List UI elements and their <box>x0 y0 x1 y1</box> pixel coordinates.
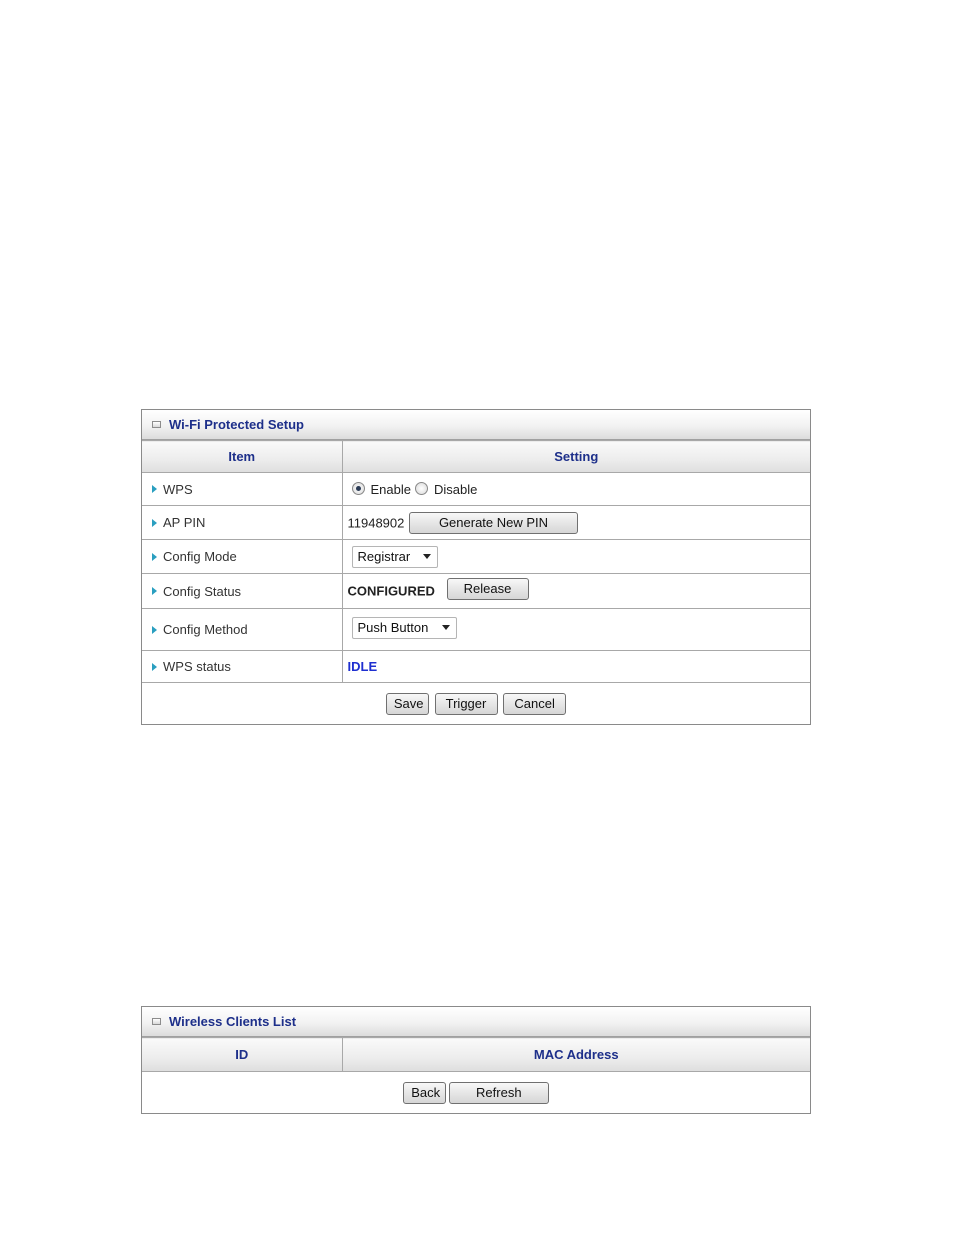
config-method-value: Push Button <box>357 620 429 635</box>
table-row-config-mode <box>142 540 810 574</box>
table-row-wps <box>142 473 810 506</box>
column-header-mac-address: MAC Address <box>342 1038 810 1072</box>
config-mode-setting-cell <box>342 540 810 574</box>
wps-panel <box>141 409 811 725</box>
arrow-right-icon <box>152 519 157 527</box>
wps-disable-label: Disable <box>433 482 478 498</box>
config-mode-value: Registrar <box>357 549 411 564</box>
release-button[interactable]: Release <box>447 578 529 600</box>
arrow-right-icon <box>152 626 157 634</box>
wps-enable-label: Enable <box>370 482 411 498</box>
config-mode-label: Config Mode <box>163 549 237 564</box>
chevron-down-icon <box>423 554 431 559</box>
config-method-select[interactable] <box>352 617 457 639</box>
chevron-down-icon <box>442 625 450 630</box>
wps-setting-cell <box>342 473 810 506</box>
wps-label: WPS <box>163 481 193 497</box>
clients-actions-cell <box>142 1072 810 1114</box>
clients-panel-header <box>142 1007 810 1037</box>
generate-new-pin-button[interactable]: Generate New PIN <box>409 512 578 534</box>
column-header-setting: Setting <box>342 441 810 473</box>
trigger-button[interactable]: Trigger <box>435 693 498 715</box>
wps-disable-radio[interactable] <box>415 482 428 495</box>
column-header-item: Item <box>142 441 342 473</box>
wps-status-value: IDLE <box>347 659 378 674</box>
table-row-wps-status <box>142 651 810 683</box>
arrow-right-icon <box>152 587 157 595</box>
wireless-clients-panel <box>141 1006 811 1114</box>
cancel-button[interactable]: Cancel <box>503 693 566 715</box>
column-header-id: ID <box>142 1038 342 1072</box>
table-row-config-method <box>142 609 810 651</box>
wps-actions-cell <box>142 683 810 725</box>
wps-status-label-cell <box>142 651 342 683</box>
wps-status-label: WPS status <box>163 659 231 674</box>
ap-pin-value: 11948902 <box>347 515 405 530</box>
ap-pin-label: AP PIN <box>163 515 206 530</box>
config-status-label: Config Status <box>163 583 242 599</box>
table-header-row <box>142 1038 810 1072</box>
wps-status-setting-cell <box>342 651 810 683</box>
wps-label-cell <box>142 473 342 506</box>
clients-actions-row <box>142 1072 810 1114</box>
config-method-setting-cell <box>342 609 810 651</box>
clients-panel-title: Wireless Clients List <box>169 1014 297 1029</box>
table-header-row <box>142 441 810 473</box>
config-status-setting-cell <box>342 574 810 609</box>
panel-square-icon <box>152 421 161 428</box>
config-mode-label-cell <box>142 540 342 574</box>
back-button[interactable]: Back <box>403 1082 446 1104</box>
arrow-right-icon <box>152 553 157 561</box>
table-row-ap-pin <box>142 506 810 540</box>
config-status-value: CONFIGURED <box>347 583 435 599</box>
save-button[interactable]: Save <box>386 693 429 715</box>
ap-pin-label-cell <box>142 506 342 540</box>
wps-panel-title: Wi-Fi Protected Setup <box>169 417 304 432</box>
config-status-label-cell <box>142 574 342 609</box>
wps-actions-row <box>142 683 810 725</box>
wps-panel-header <box>142 410 810 440</box>
refresh-button[interactable]: Refresh <box>449 1082 549 1104</box>
arrow-right-icon <box>152 485 157 493</box>
clients-table <box>142 1037 810 1114</box>
ap-pin-setting-cell <box>342 506 810 540</box>
wps-enable-radio[interactable] <box>352 482 365 495</box>
table-row-config-status <box>142 574 810 609</box>
config-mode-select[interactable] <box>352 546 438 568</box>
panel-square-icon <box>152 1018 161 1025</box>
config-method-label: Config Method <box>163 622 248 637</box>
config-method-label-cell <box>142 609 342 651</box>
arrow-right-icon <box>152 663 157 671</box>
wps-settings-table <box>142 440 810 725</box>
